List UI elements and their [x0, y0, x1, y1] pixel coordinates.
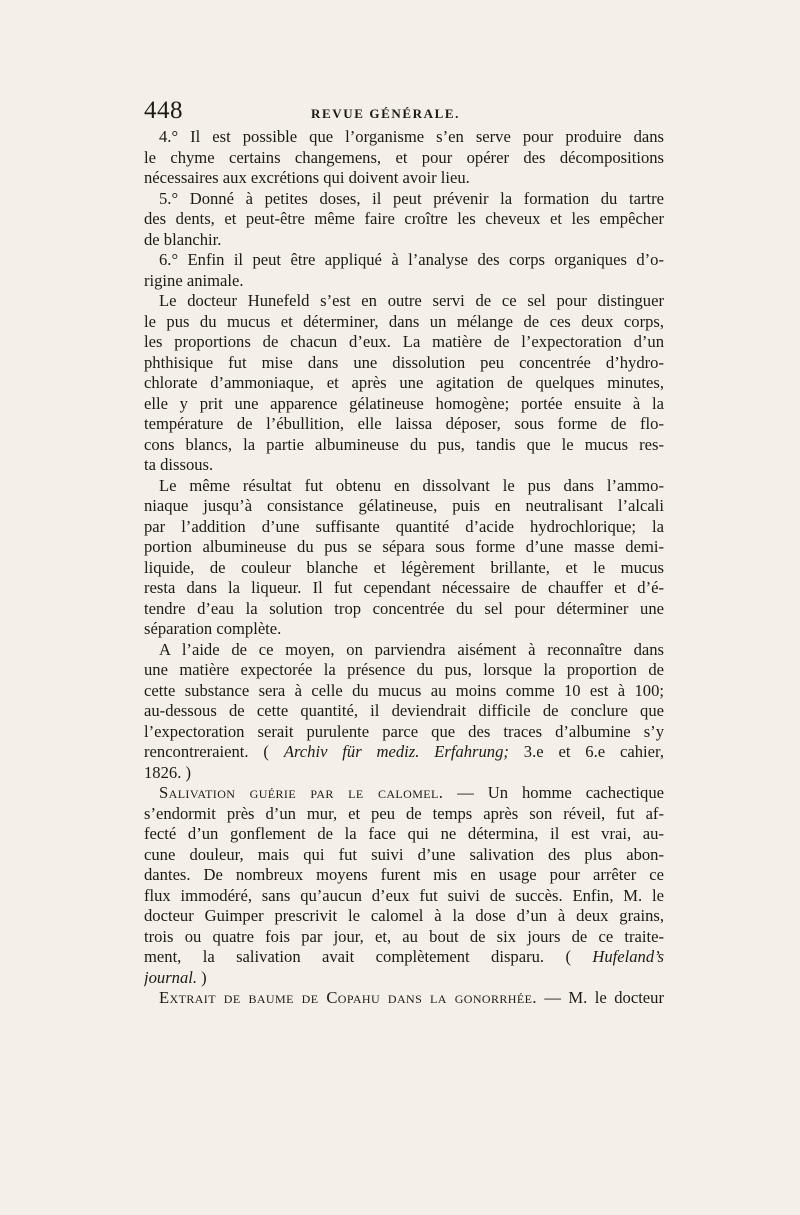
text-line: liquide, de couleur blanche et légèrement brillante, et le mucus [144, 557, 664, 577]
text-line: le pus du mucus et déterminer, dans un mélange de ces deux corps, [144, 311, 664, 331]
text-line: cons blancs, la partie albumineuse du pus, tandis que le mucus res- [144, 434, 664, 454]
text-line: une matière expectorée la présence du pus, lorsque la proportion de [144, 660, 664, 679]
text-line: A l’aide de ce moyen, on parviendra aisément à reconnaître dans [159, 639, 664, 659]
text-fragment: ) [197, 967, 207, 987]
text-line: tendre d’eau la solution trop concentrée du sel pour déterminer une [144, 598, 664, 618]
text-line: par l’addition d’une suffisante quantité d’acide hydrochlorique; la [144, 516, 664, 536]
text-line: resta dans la liqueur. Il fut cependant nécessaire de chauffer et d’é- [144, 578, 664, 597]
text-fragment: ment, la salivation avait complètement disparu. ( [144, 947, 593, 966]
text-line: nécessaires aux excrétions qui doivent avoir lieu. [144, 168, 470, 187]
source-citation: journal. [144, 967, 198, 987]
text-line: niaque jusqu’à consistance gélatineuse, puis en neutralisant l’alcali [144, 496, 664, 515]
text-line: Le même résultat fut obtenu en dissolvant le pus dans l’ammo- [159, 475, 664, 495]
text-line: elle y prit une apparence gélatineuse homogène; portée ensuite à la [144, 393, 664, 413]
source-citation: Hufeland’s [592, 947, 664, 966]
text-line [144, 947, 664, 968]
text-line: fecté d’un gonflement de la face qui ne détermina, il est vrai, au- [144, 824, 664, 843]
text-line: s’endormit près d’un mur, et peu de temps après son réveil, fut af- [144, 803, 664, 823]
text-line: trois ou quatre fois par jour, et, au bout de six jours de ce traite- [144, 926, 664, 946]
page-number: 448 [144, 97, 183, 124]
text-line: 6.° Enfin il peut être appliqué à l’analyse des corps organiques d’o- [159, 250, 664, 269]
text-line [144, 742, 664, 763]
section-heading-line [144, 783, 664, 804]
text-fragment: — M. le docteur [536, 988, 664, 1007]
text-line: phthisique fut mise dans une dissolution peu concentrée d’hydro- [144, 352, 664, 372]
text-line: des dents, et peut-être même faire croître les cheveux et les empêcher [144, 209, 664, 228]
text-fragment: rencontreraient. ( [144, 742, 284, 761]
text-line: portion albumineuse du pus se sépara sous forme d’une masse demi- [144, 537, 664, 556]
text-line: température de l’ébullition, elle laissa déposer, sous forme de flo- [144, 414, 664, 433]
text-line: au-dessous de cette quantité, il deviendrait difficile de conclure que [144, 701, 664, 720]
text-line: le chyme certains changemens, et pour opérer des décompositions [144, 147, 664, 167]
text-line: de blanchir. [144, 229, 222, 249]
section-heading: Extrait de baume de Copahu dans la gonorrhée. [159, 988, 537, 1007]
text-line: l’expectoration serait purulente parce que des traces d’albumine s’y [144, 721, 664, 741]
running-title: REVUE GÉNÉRALE. [311, 106, 460, 121]
page-header [144, 95, 664, 125]
text-fragment: — Un homme cachectique [443, 783, 664, 802]
text-line: 5.° Donné à petites doses, il peut prévenir la formation du tartre [159, 188, 664, 208]
text-line: ta dissous. [144, 455, 214, 474]
section-heading-line [144, 988, 664, 1009]
text-line: cune douleur, mais qui fut suivi d’une salivation des plus abon- [144, 844, 664, 864]
text-block [144, 95, 664, 1009]
section-heading: Salivation guérie par le calomel. [159, 783, 444, 802]
text-line: flux immodéré, sans qu’aucun d’eux fut suivi de succès. Enfin, M. le [144, 885, 664, 905]
text-line: dantes. De nombreux moyens furent mis en usage pour arrêter ce [144, 865, 664, 884]
text-line: cette substance sera à celle du mucus au moins comme 10 est à 100; [144, 680, 664, 700]
text-line: 1826. ) [144, 762, 192, 782]
text-line: séparation complète. [144, 619, 282, 638]
text-line: rigine animale. [144, 270, 244, 290]
text-fragment: 3.e et 6.e cahier, [508, 742, 664, 761]
text-line: les proportions de chacun d’eux. La matière de l’expectoration d’un [144, 332, 664, 351]
text-line: Le docteur Hunefeld s’est en outre servi de ce sel pour distinguer [159, 291, 664, 310]
text-line [144, 968, 664, 989]
text-line: chlorate d’ammoniaque, et après une agitation de quelques minutes, [144, 373, 664, 392]
text-line: 4.° Il est possible que l’organisme s’en serve pour produire dans [159, 127, 664, 146]
text-line: docteur Guimper prescrivit le calomel à la dose d’un à deux grains, [144, 906, 664, 925]
source-citation: Archiv für mediz. Erfahrung; [283, 742, 509, 761]
